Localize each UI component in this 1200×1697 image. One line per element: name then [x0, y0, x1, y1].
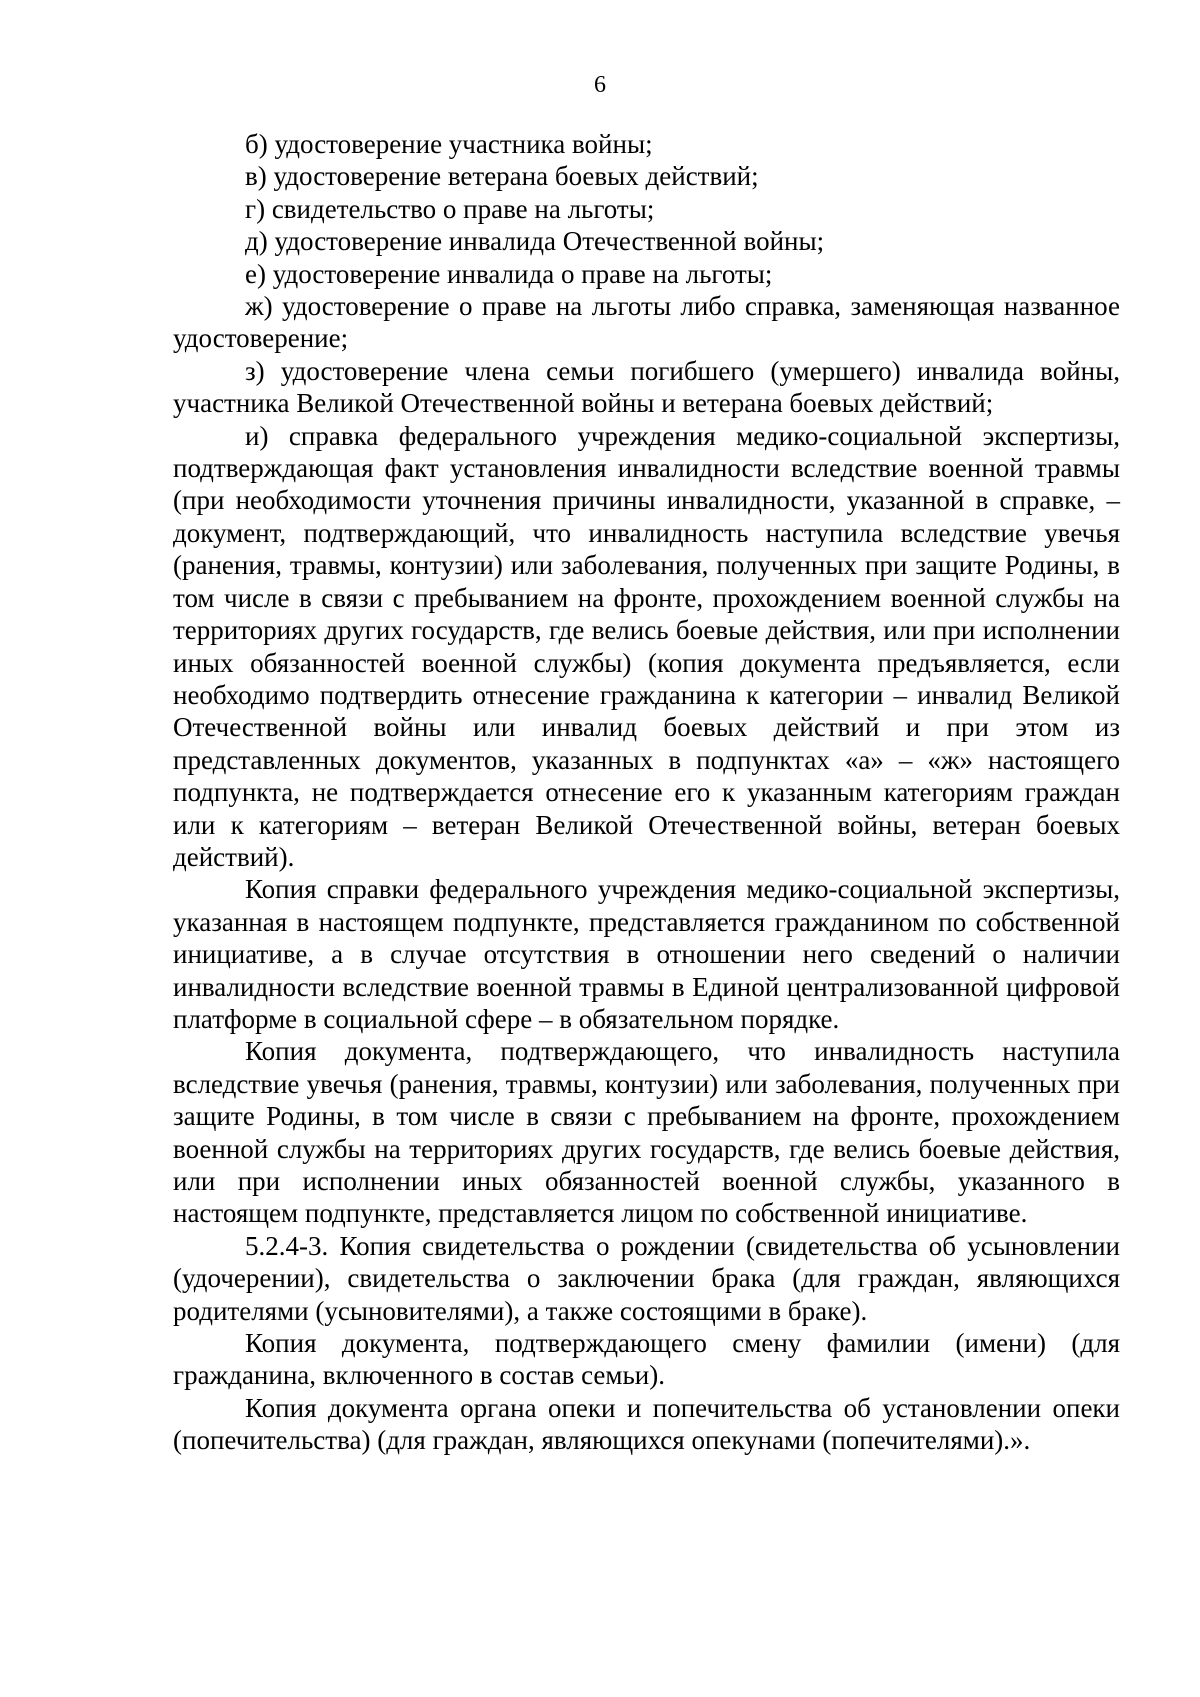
paragraph-z: з) удостоверение члена семьи погибшего (умершего) инвалида войны, участника Великой Отечественной войны и ветерана боевых действий;	[173, 355, 1120, 419]
document-body	[173, 128, 1120, 1457]
paragraph-5-2-4-3: 5.2.4-3. Копия свидетельства о рождении (свидетельства об усыновлении (удочерении), свидетельства о заключении брака (для граждан, являющихся родителями (усыновителями), а также состоящими в браке).	[173, 1230, 1120, 1326]
paragraph-zh: ж) удостоверение о праве на льготы либо справка, заменяющая названное удостоверение;	[173, 291, 1120, 354]
paragraph-copy-injury-document: Копия документа, подтверждающего, что инвалидность наступила вследствие увечья (ранения, травмы, контузии) или заболевания, полученных при защите Родины, в том числе в связи с пребыванием на фронте, прохождением военной службы на территориях других государств, где велись боевые действия, или при исполнении иных обязанностей военной службы, указанного в настоящем подпункте, представляется лицом по собственной инициативе.	[173, 1036, 1120, 1229]
page-number: 6	[594, 72, 606, 98]
paragraph-i: и) справка федерального учреждения медико-социальной экспертизы, подтверждающая факт установления инвалидности вследствие военной травмы (при необходимости уточнения причины инвалидности, указанной в справке, – документ, подтверждающий, что инвалидность наступила вследствие увечья (ранения, травмы, контузии) или заболевания, полученных при защите Родины, в том числе в связи с пребыванием на фронте, прохождением военной службы на территориях других государств, где велись боевые действия, или при исполнении иных обязанностей военной службы) (копия документа предъявляется, если необходимо подтвердить отнесение гражданина к категории – инвалид Великой Отечественной войны или инвалид боевых действий и при этом из представленных документов, указанных в подпунктах «а» – «ж» настоящего подпункта, не подтверждается отнесение его к указанным категориям граждан или к категориям – ветеран Великой Отечественной войны, ветеран боевых действий).	[173, 420, 1120, 872]
paragraph-g: г) свидетельство о праве на льготы;	[245, 193, 655, 224]
paragraph-d: д) удостоверение инвалида Отечественной войны;	[245, 226, 825, 257]
paragraph-v: в) удостоверение ветерана боевых действий;	[245, 161, 759, 192]
paragraph-copy-guardianship: Копия документа органа опеки и попечительства об установлении опеки (попечительства) (для граждан, являющихся опекунами (попечителями).».	[173, 1392, 1120, 1456]
paragraph-copy-mse-certificate: Копия справки федерального учреждения медико-социальной экспертизы, указанная в настоящем подпункте, представляется гражданином по собственной инициативе, а в случае отсутствия в отношении него сведений о наличии инвалидности вследствие военной травмы в Единой централизованной цифровой платформе в социальной сфере – в обязательном порядке.	[173, 874, 1120, 1034]
paragraph-e: е) удостоверение инвалида о праве на льготы;	[245, 258, 773, 289]
paragraph-copy-name-change: Копия документа, подтверждающего смену фамилии (имени) (для гражданина, включенного в состав семьи).	[173, 1328, 1120, 1391]
paragraph-b: б) удостоверение участника войны;	[245, 129, 653, 159]
